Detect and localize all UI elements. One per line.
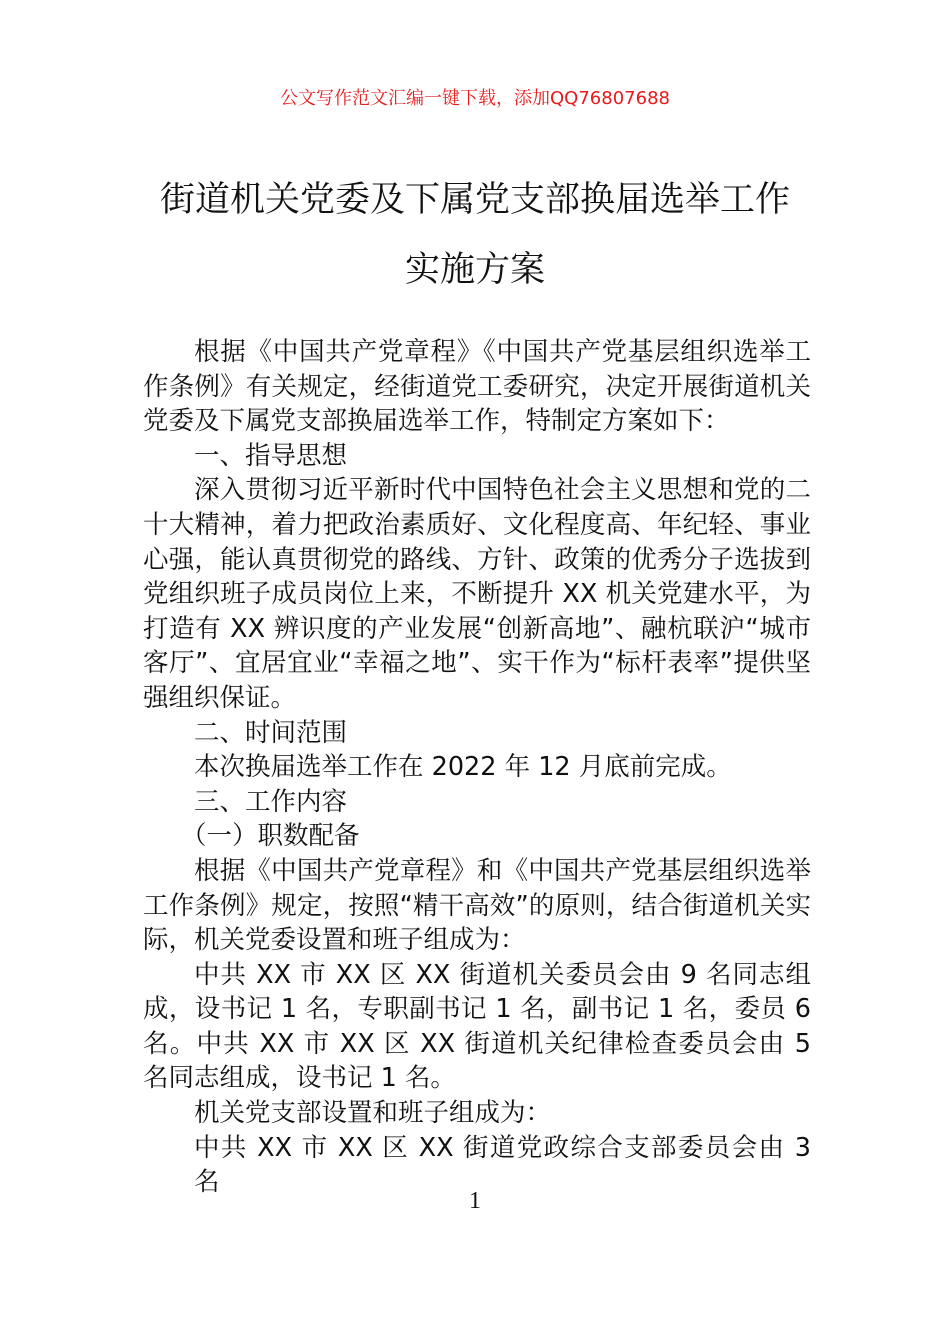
intro-paragraph: 根据《中国共产党章程》《中国共产党基层组织选举工作条例》有关规定，经街道党工委研究，决定开展街道机关党委及下属党支部换届选举工作，特制定方案如下： — [143, 337, 811, 437]
document-title-line-1: 街道机关党委及下属党支部换届选举工作 — [159, 180, 790, 220]
time-range-paragraph: 本次换届选举工作在 2022 年 12 月底前完成。 — [194, 752, 732, 783]
section-heading-guiding-ideology: 一、指导思想 — [194, 440, 348, 471]
document-body — [143, 335, 811, 1200]
watermark-banner: 公文写作范文汇编一键下载，添加QQ76807688 — [280, 88, 670, 109]
committee-composition-paragraph: 中共 XX 市 XX 区 XX 街道机关委员会由 9 名同志组成，设书记 1 名，专职副书记 1 名，副书记 1 名，委员 6 名。中共 XX 市 XX 区 XX 街道机关纪律检查委员会由 5 名同志组成，设书记 1 名。 — [143, 959, 811, 1094]
branch-composition-paragraph: 中共 XX 市 XX 区 XX 街道党政综合支部委员会由 3 名 — [194, 1132, 811, 1198]
section-heading-time-range: 二、时间范围 — [194, 717, 348, 748]
branch-setup-paragraph: 机关党支部设置和班子组成为： — [194, 1098, 552, 1129]
document-title-line-2: 实施方案 — [404, 250, 545, 290]
guiding-ideology-paragraph: 深入贯彻习近平新时代中国特色社会主义思想和党的二十大精神，着力把政治素质好、文化程度高、年纪轻、事业心强，能认真贯彻党的路线、方针、政策的优秀分子选拔到党组织班子成员岗位上来，不断提升 XX 机关党建水平，为打造有 XX 辨识度的产业发展“创新高地”、融杭联沪“城市客厅”、宜居宜业“幸福之地”、实干作为“标杆表率”提供坚强组织保证。 — [143, 475, 811, 713]
section-heading-work-content: 三、工作内容 — [194, 786, 348, 817]
positions-paragraph: 根据《中国共产党章程》和《中国共产党基层组织选举工作条例》规定，按照“精干高效”的原则，结合街道机关实际，机关党委设置和班子组成为： — [143, 855, 811, 956]
page-number: 1 — [469, 1188, 481, 1214]
subsection-heading-positions: （一）职数配备 — [181, 821, 360, 852]
